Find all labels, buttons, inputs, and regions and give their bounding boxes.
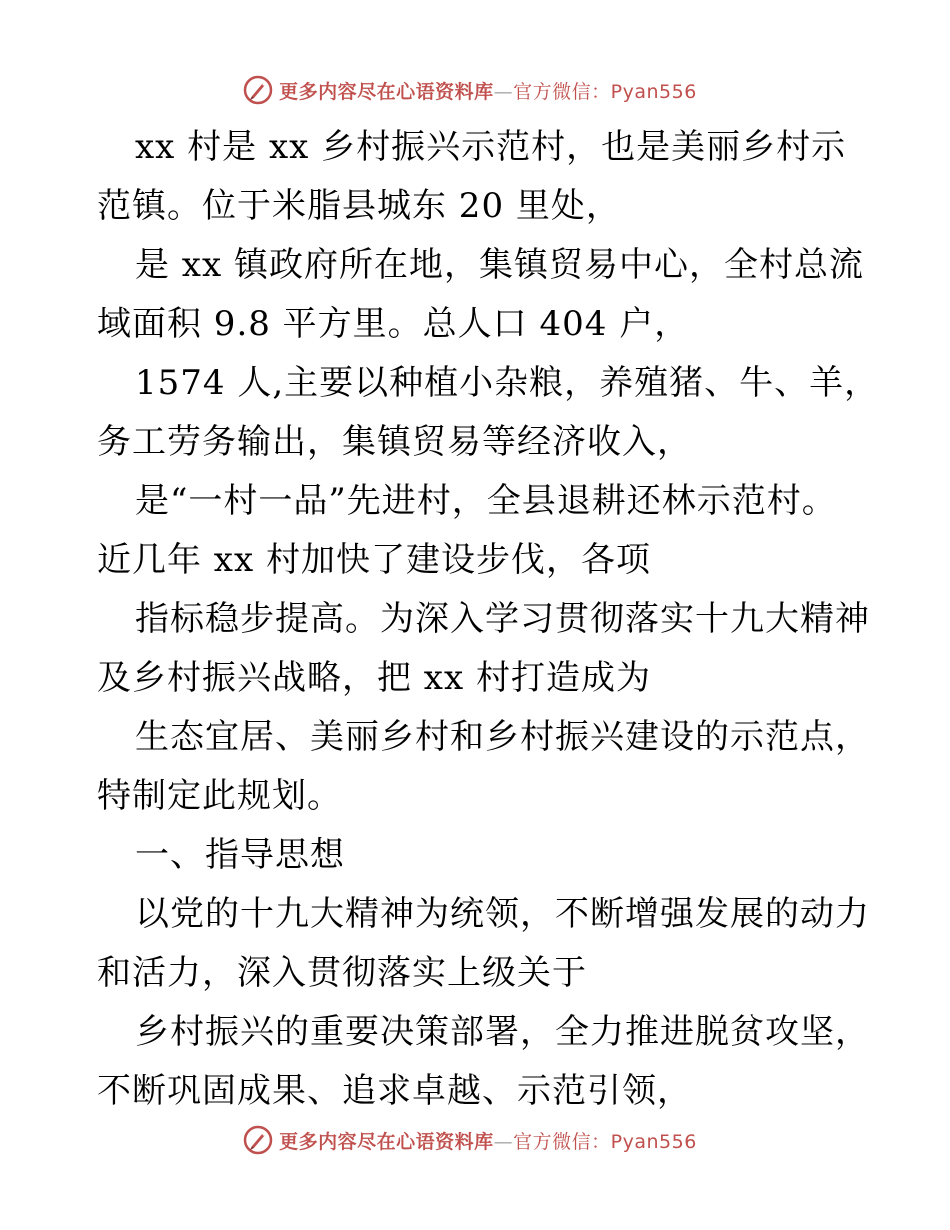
footer-banner-contact: 官方微信：Pyan556 — [513, 1130, 697, 1153]
header-banner-contact: 官方微信：Pyan556 — [513, 80, 697, 103]
body-text-line: 1574 人,主要以种植小杂粮，养殖猪、牛、羊， — [135, 363, 880, 403]
body-text-line: xx 村是 xx 乡村振兴示范村，也是美丽乡村示 — [135, 127, 847, 167]
footer-banner-inner — [243, 1125, 697, 1155]
document-body — [97, 118, 880, 1121]
body-text-line: 乡村振兴的重要决策部署，全力推进脱贫攻坚， — [135, 1012, 870, 1052]
header-banner-inner — [243, 75, 697, 105]
footer-banner — [0, 1120, 950, 1160]
body-text-line: 生态宜居、美丽乡村和乡村振兴建设的示范点， — [135, 717, 870, 757]
body-text-line: 特制定此规划。 — [97, 776, 342, 816]
body-text-line: 是 xx 镇政府所在地，集镇贸易中心，全村总流 — [135, 245, 864, 285]
body-text-line: 域面积 9.8 平方里。总人口 404 户， — [97, 304, 690, 344]
header-banner — [0, 70, 950, 110]
body-text-line: 是“一村一品”先进村，全县退耕还林示范村。 — [135, 481, 837, 521]
body-text-line: 近几年 xx 村加快了建设步伐，各项 — [97, 540, 651, 580]
body-text-line: 不断巩固成果、追求卓越、示范引领， — [97, 1071, 692, 1111]
header-banner-dash: — — [493, 80, 514, 103]
footer-banner-main: 更多内容尽在心语资料库 — [279, 1130, 494, 1153]
body-text-line: 务工劳务输出，集镇贸易等经济收入， — [97, 422, 692, 462]
body-text-line: 指标稳步提高。为深入学习贯彻落实十九大精神 — [135, 599, 870, 639]
body-text-line: 一、指导思想 — [135, 835, 345, 875]
footer-banner-text — [279, 1127, 697, 1154]
header-banner-main: 更多内容尽在心语资料库 — [279, 80, 494, 103]
body-text-line: 范镇。位于米脂县城东 20 里处， — [97, 186, 621, 226]
body-text-line: 及乡村振兴战略，把 xx 村打造成为 — [97, 658, 651, 698]
body-text-line: 和活力，深入贯彻落实上级关于 — [97, 953, 587, 993]
footer-banner-dash: — — [493, 1130, 514, 1153]
quill-pen-logo-icon — [243, 75, 273, 105]
body-text-line: 以党的十九大精神为统领，不断增强发展的动力 — [135, 894, 870, 934]
quill-pen-logo-icon — [243, 1125, 273, 1155]
header-banner-text — [279, 77, 697, 104]
